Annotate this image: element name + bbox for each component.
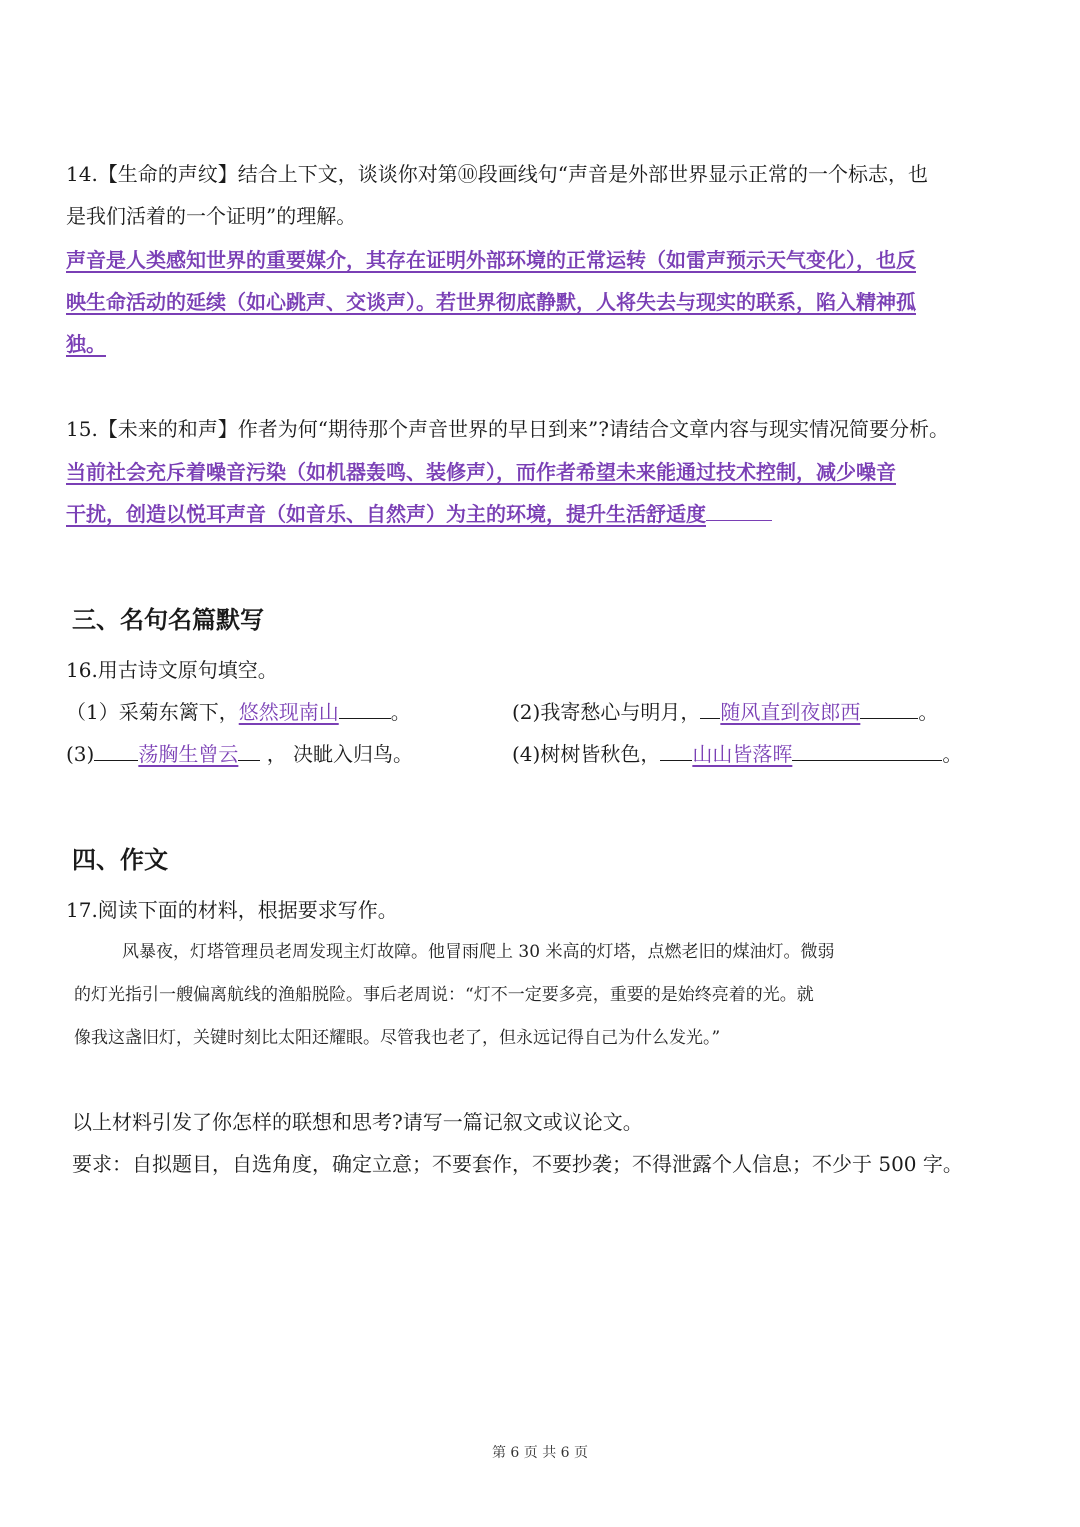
q16-item-3: (3) 荡胸生曾云 ， 决眦入归鸟。: [66, 742, 414, 766]
q16-item-1: （1）采菊东篱下，悠然现南山 。: [66, 700, 411, 724]
q14-answer-line-3: 独。: [66, 332, 106, 356]
q16-prompt: 16.用古诗文原句填空。: [66, 658, 278, 682]
writing-requirement: 要求：自拟题目，自选角度，确定立意；不要套作，不要抄袭；不得泄露个人信息；不少于 500 字。: [72, 1152, 963, 1176]
q17-prompt: 17.阅读下面的材料，根据要求写作。: [66, 898, 398, 922]
q15-answer-line-2: 干扰，创造以悦耳声音（如音乐、自然声）为主的环境，提升生活舒适度: [66, 500, 772, 528]
q14-answer-line-1: 声音是人类感知世界的重要媒介，其存在证明外部环境的正常运转（如雷声预示天气变化），也反: [66, 248, 916, 272]
q14-line-1: 14.【生命的声纹】结合上下文，谈谈你对第⑩段画线句“声音是外部世界显示正常的一个标志，也: [66, 162, 929, 186]
material-line-3: 像我这盏旧灯，关键时刻比太阳还耀眼。尽管我也老了，但永远记得自己为什么发光。”: [74, 1028, 721, 1048]
q16-item-2-answer: 随风直到夜郎西: [720, 700, 861, 724]
material-line-1: 风暴夜，灯塔管理员老周发现主灯故障。他冒雨爬上 30 米高的灯塔，点燃老旧的煤油灯。微弱: [122, 942, 835, 962]
q16-item-3-answer: 荡胸生曾云: [138, 742, 239, 766]
q14-line-2: 是我们活着的一个证明”的理解。: [66, 204, 357, 228]
q16-item-1-answer: 悠然现南山: [238, 700, 339, 724]
material-line-2: 的灯光指引一艘偏离航线的渔船脱险。事后老周说：“灯不一定要多亮，重要的是始终亮着的光。就: [74, 985, 814, 1005]
q14-answer-line-2: 映生命活动的延续（如心跳声、交谈声）。若世界彻底静默，人将失去与现实的联系，陷入精神孤: [66, 290, 916, 314]
q15-answer-line-1: 当前社会充斥着噪音污染（如机器轰鸣、装修声），而作者希望未来能通过技术控制，减少噪音: [66, 460, 896, 484]
page-footer: 第 6 页 共 6 页: [491, 1445, 589, 1461]
q16-item-2: (2)我寄愁心与明月， 随风直到夜郎西 。: [512, 700, 939, 724]
writing-prompt: 以上材料引发了你怎样的联想和思考?请写一篇记叙文或议论文。: [72, 1110, 643, 1134]
section-4-title: 四、作文: [72, 846, 168, 874]
section-3-title: 三、名句名篇默写: [72, 606, 264, 634]
q15-line-1: 15.【未来的和声】作者为何“期待那个声音世界的早日到来”?请结合文章内容与现实情况简要分析。: [66, 417, 949, 441]
q16-item-4: (4)树树皆秋色， 山山皆落晖 。: [512, 742, 963, 766]
q16-item-4-answer: 山山皆落晖: [692, 742, 793, 766]
